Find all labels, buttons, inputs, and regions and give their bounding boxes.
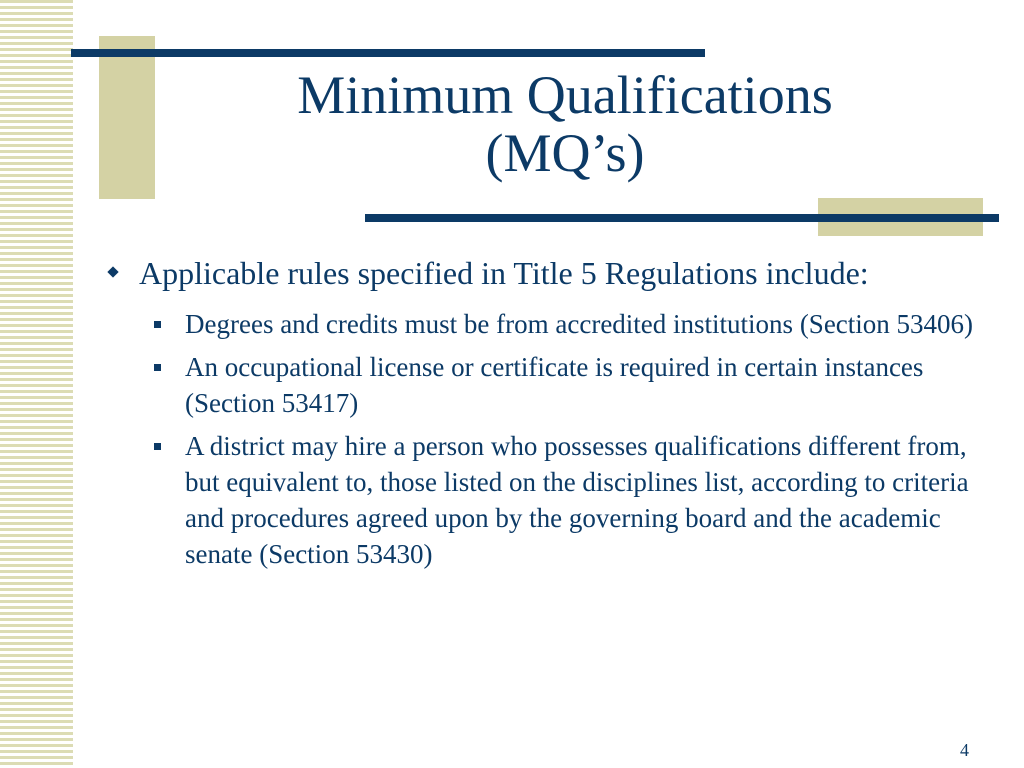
slide-title: [190, 66, 940, 182]
bottom-rule-line: [365, 214, 999, 222]
left-stripes-decoration: [0, 0, 73, 768]
sub-bullet-item: [154, 349, 988, 421]
sub-bullet-text: A district may hire a person who possesses qualifications different from, but equivalent to, those listed on the disciplines list, according to criteria and procedures agreed upon by the governing board and the academic senate (Section 53430): [185, 431, 969, 569]
square-bullet-icon: [154, 321, 161, 328]
sub-bullet-item: [154, 428, 988, 572]
title-line-1: Minimum Qualifications: [297, 65, 833, 125]
slide-body: [108, 254, 988, 579]
main-bullet-text: Applicable rules specified in Title 5 Regulations include:: [139, 255, 869, 291]
sub-bullet-text: An occupational license or certificate is required in certain instances (Section 53417): [185, 352, 924, 418]
main-bullet: [108, 254, 988, 293]
top-rule-line: [71, 49, 705, 57]
square-bullet-icon: [154, 364, 161, 371]
page-number: 4: [960, 740, 969, 760]
sub-bullet-item: [154, 306, 988, 342]
square-bullet-icon: [154, 443, 161, 450]
top-accent-block: [99, 36, 155, 199]
title-line-2: (MQ’s): [485, 123, 645, 183]
sub-bullet-list: [154, 306, 988, 572]
sub-bullet-text: Degrees and credits must be from accredited institutions (Section 53406): [185, 309, 974, 339]
diamond-bullet-icon: [108, 267, 119, 278]
